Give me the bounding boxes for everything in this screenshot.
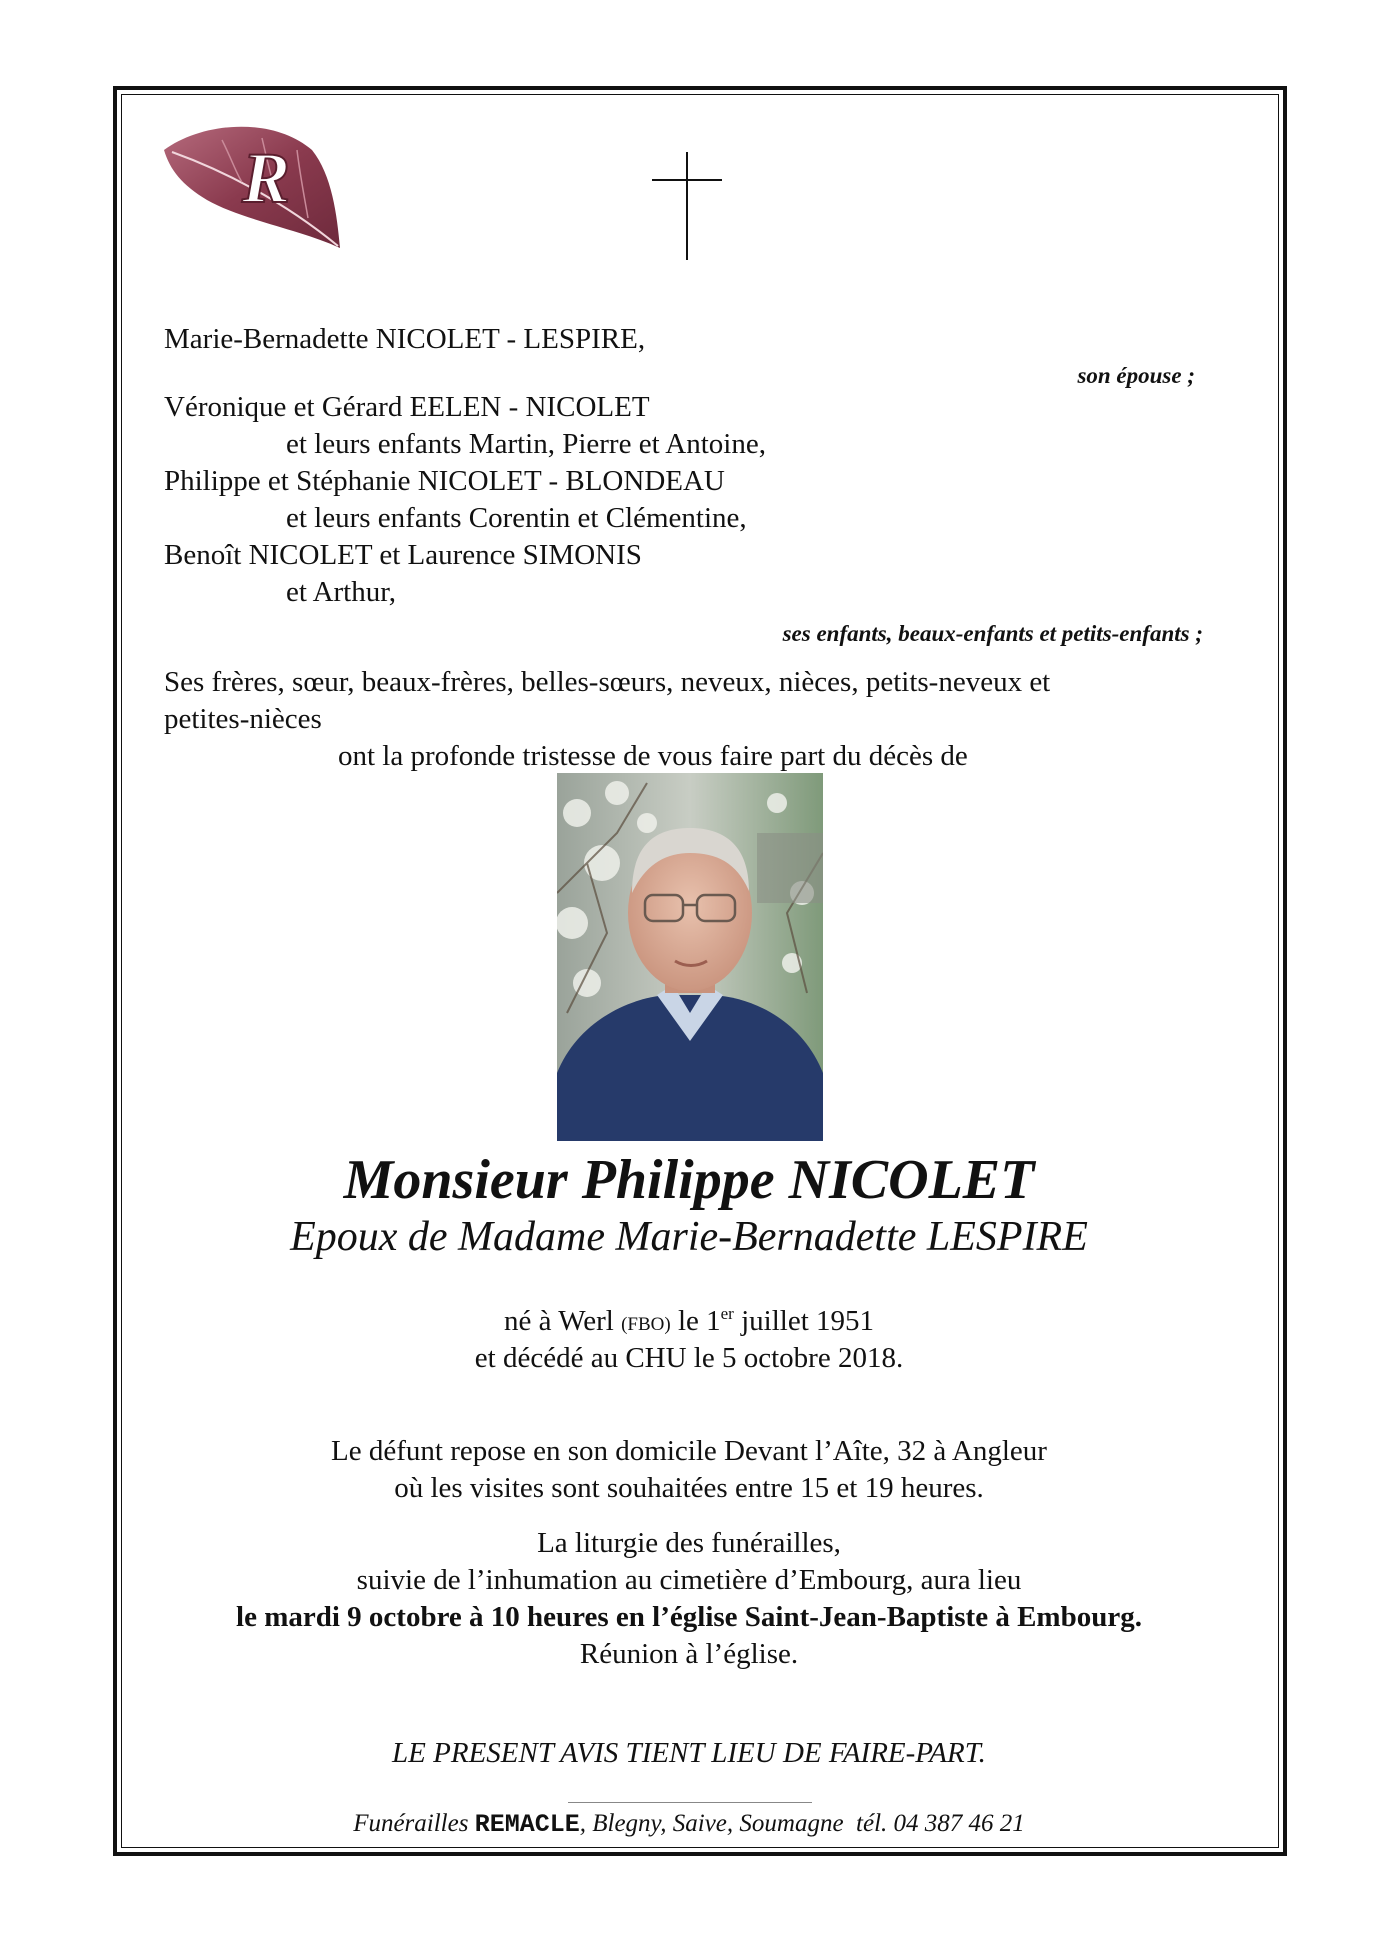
visits-line-1: Le défunt repose en son domicile Devant l’Aîte, 32 à Angleur [331,1435,1047,1467]
birth-le: le 1 [677,1305,721,1337]
footer-separator [568,1802,812,1803]
footer-suffix: , Blegny, Saive, Soumagne tél. 04 387 46 21 [579,1810,1025,1837]
family-line-10: ont la profonde tristesse de vous faire part du décès de [338,740,968,772]
cross-icon [652,152,722,260]
family-line-6: Benoît NICOLET et Laurence SIMONIS [164,539,642,571]
remacle-leaf-logo [162,120,344,250]
portrait-photo [557,773,823,1141]
ceremony-line-1: La liturgie des funérailles, [537,1527,841,1559]
family-line-2: Véronique et Gérard EELEN - NICOLET [164,391,650,423]
logo-letter: R [242,138,291,218]
family-line-8: Ses frères, sœur, beaux-frères, belles-sœurs, neveux, nièces, petits-neveux et [164,666,1051,698]
ceremony-line-4: Réunion à l’église. [579,1638,799,1670]
notice-line: LE PRESENT AVIS TIENT LIEU DE FAIRE-PART. [392,1737,986,1769]
role-children: ses enfants, beaux-enfants et petits-enfants ; [782,621,1203,646]
birth-prefix: né à Werl [503,1305,614,1337]
role-spouse: son épouse ; [1077,363,1195,388]
family-line-7: et Arthur, [286,576,396,608]
birth-line [0,1303,1378,1343]
ceremony-line-3: le mardi 9 octobre à 10 heures en l’église Saint-Jean-Baptiste à Embourg. [236,1601,1142,1633]
family-line-1: Marie-Bernadette NICOLET - LESPIRE, [164,323,646,355]
family-line-9: petites-nièces [164,703,322,735]
ceremony-line-2: suivie de l’inhumation au cimetière d’Embourg, aura lieu [356,1564,1022,1596]
birth-date: juillet 1951 [741,1305,875,1337]
family-line-4: Philippe et Stéphanie NICOLET - BLONDEAU [164,465,725,497]
deceased-name: Monsieur Philippe NICOLET [343,1149,1035,1211]
footer-brand: REMACLE [474,1810,580,1839]
birth-sup: er [720,1304,734,1323]
visits-line-2: où les visites sont souhaitées entre 15 et 19 heures. [394,1472,984,1504]
birth-place-note: (FBO) [621,1314,671,1335]
family-line-5: et leurs enfants Corentin et Clémentine, [286,502,747,534]
footer-prefix: Funérailles [353,1810,469,1837]
death-line: et décédé au CHU le 5 octobre 2018. [474,1342,904,1374]
family-line-3: et leurs enfants Martin, Pierre et Antoine, [286,428,766,460]
footer-line [0,1807,1378,1842]
deceased-spouse: Epoux de Madame Marie-Bernadette LESPIRE [290,1214,1088,1260]
